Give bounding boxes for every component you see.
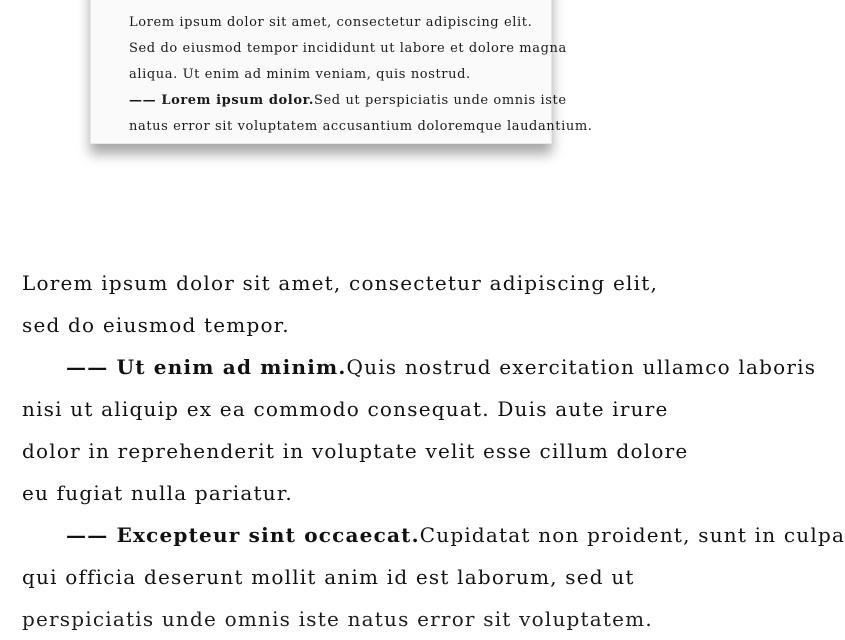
paragraph-2-line-1 <box>22 346 817 388</box>
preview-paragraph-2-heading: —— Lorem ipsum dolor. <box>129 93 314 108</box>
preview-line-2: Sed do eiusmod tempor incididunt ut labore et dolore magna <box>129 41 567 56</box>
paragraph-3-line-3: perspiciatis unde omnis iste natus error sit voluptatem. <box>22 607 653 631</box>
preview-paragraph-2-line-2: natus error sit voluptatem accusantium doloremque laudantium. <box>129 119 593 134</box>
paragraph-3-text: Cupidatat non proident, sunt in culpa <box>419 523 845 547</box>
preview-line-1: Lorem ipsum dolor sit amet, consectetur adipiscing elit. <box>129 15 533 30</box>
preview-paragraph-2-line-1 <box>129 88 567 114</box>
preview-paragraph-2-text: Sed ut perspiciatis unde omnis iste <box>313 93 567 108</box>
preview-text-block <box>129 10 593 140</box>
paragraph-2-line-4: eu fugiat nulla pariatur. <box>22 481 293 505</box>
paragraph-3-heading: —— Excepteur sint occaecat. <box>66 523 420 547</box>
paragraph-2-line-3: dolor in reprehenderit in voluptate velit esse cillum dolore <box>22 439 689 463</box>
paragraph-3-line-2: qui officia deserunt mollit anim id est laborum, sed ut <box>22 565 635 589</box>
paragraph-2-line-2: nisi ut aliquip ex ea commodo consequat. Duis aute irure <box>22 397 669 421</box>
paragraph-2-heading: —— Ut enim ad minim. <box>66 355 347 379</box>
paragraph-1-line-1: Lorem ipsum dolor sit amet, consectetur adipiscing elit, <box>22 271 659 295</box>
preview-card <box>90 0 593 144</box>
preview-line-3: aliqua. Ut enim ad minim veniam, quis nostrud. <box>129 67 471 82</box>
paragraph-3-line-1 <box>22 514 845 556</box>
main-text-block <box>22 262 845 640</box>
paragraph-2-text: Quis nostrud exercitation ullamco laboris <box>346 355 817 379</box>
paragraph-1-line-2: sed do eiusmod tempor. <box>22 313 290 337</box>
